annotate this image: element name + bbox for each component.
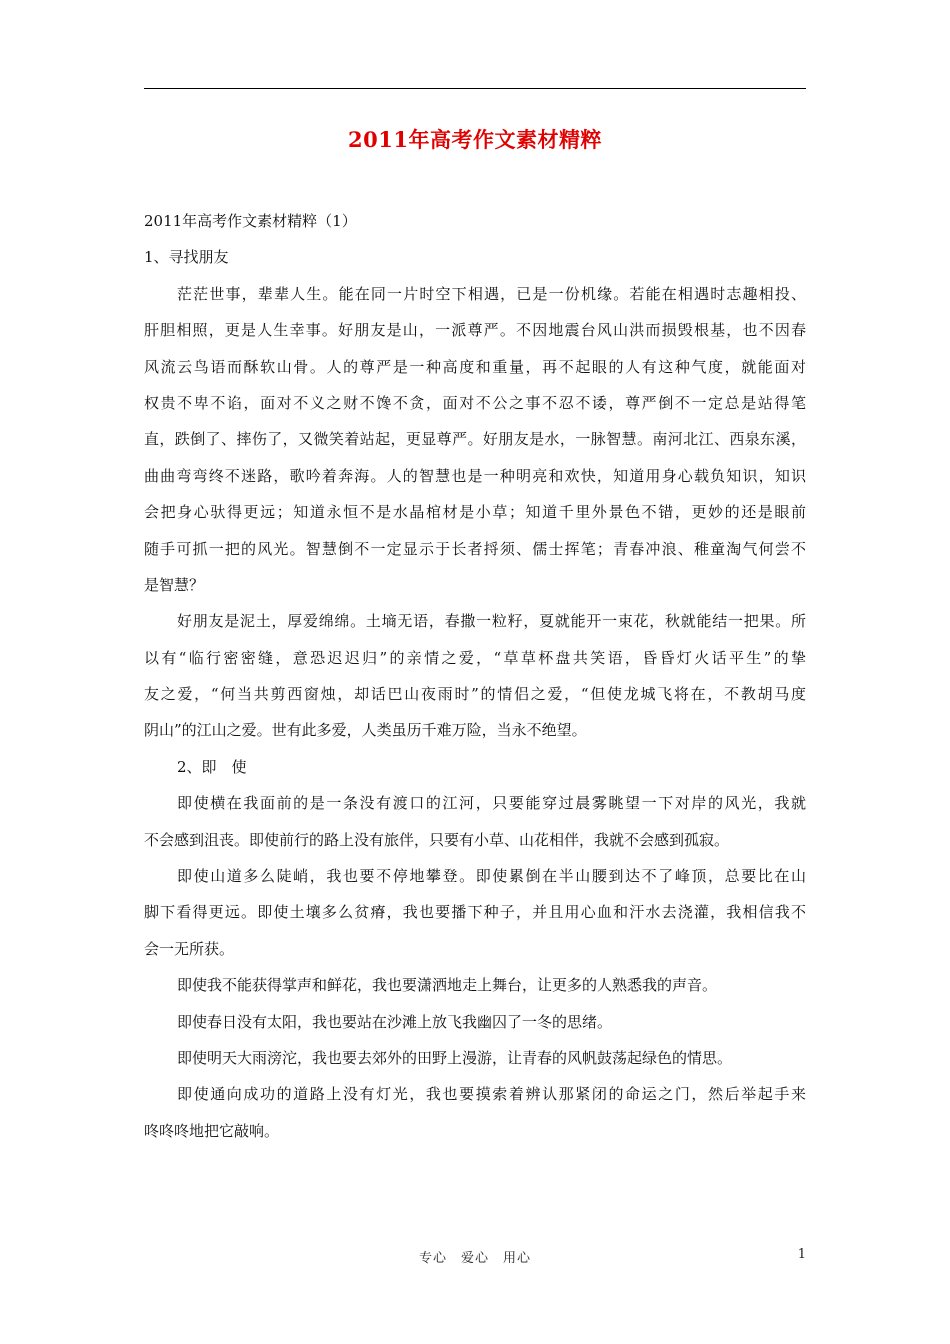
- section-heading: 1、寻找朋友: [144, 248, 229, 267]
- paragraph: [144, 1040, 806, 1076]
- paragraph-line: 阴山”的江山之爱。世有此多爱，人类虽历千难万险，当永不绝望。: [144, 721, 587, 740]
- paragraph-line: 茫茫世事，辈辈人生。能在同一片时空下相遇，已是一份机缘。若能在相遇时志趣相投、: [177, 284, 806, 303]
- paragraph: [144, 603, 806, 749]
- paragraph: [144, 967, 806, 1003]
- paragraph-line: 即使通向成功的道路上没有灯光，我也要摸索着辨认那紧闭的命运之门，然后举起手来: [177, 1085, 806, 1104]
- paragraph-line: 风流云鸟语而酥软山骨。人的尊严是一种高度和重量，再不起眼的人有这种气度，就能面对: [144, 357, 806, 376]
- paragraph-line: 会把身心驮得更远；知道永恒不是水晶棺材是小草；知道千里外景色不错，更妙的还是眼前: [144, 503, 806, 522]
- paragraph-line: 随手可抓一把的风光。智慧倒不一定显示于长者捋须、儒士挥笔；青春冲浪、稚童淘气何尝不: [144, 539, 806, 558]
- paragraph-line: 肝胆相照，更是人生幸事。好朋友是山，一派尊严。不因地震台风山洪而损毁根基，也不因春: [144, 321, 806, 340]
- paragraph-line: 即使横在我面前的是一条没有渡口的江河，只要能穿过晨雾眺望一下对岸的风光，我就: [177, 794, 806, 813]
- paragraph-line: 是智慧？: [144, 575, 205, 594]
- page-number: 1: [797, 1247, 806, 1262]
- paragraph-line: 以有“临行密密缝，意恐迟迟归”的亲情之爱，“草草杯盘共笑语，昏昏灯火话平生”的挚: [144, 648, 806, 667]
- paragraph-line: 即使山道多么陡峭，我也要不停地攀登。即使累倒在半山腰到达不了峰顶，总要比在山: [177, 867, 806, 886]
- paragraph-line: 会一无所获。: [144, 939, 235, 958]
- paragraph: [144, 785, 806, 858]
- subtitle: 2011年高考作文素材精粹（1）: [144, 212, 357, 230]
- paragraph-line: 即使我不能获得掌声和鲜花，我也要潇洒地走上舞台，让更多的人熟悉我的声音。: [177, 976, 718, 995]
- paragraph: [144, 276, 806, 604]
- paragraph-line: 曲曲弯弯终不迷路，歌吟着奔海。人的智慧也是一种明亮和欢快，知道用身心载负知识，知识: [144, 466, 806, 485]
- paragraph-line: 不会感到沮丧。即使前行的路上没有旅伴，只要有小草、山花相伴，我就不会感到孤寂。: [144, 830, 730, 849]
- paragraph-line: 好朋友是泥土，厚爱绵绵。土墒无语，春撒一粒籽，夏就能开一束花，秋就能结一把果。所: [177, 612, 806, 631]
- paragraph-line: 友之爱，“何当共剪西窗烛，却话巴山夜雨时”的情侣之爱，“但使龙城飞将在，不教胡马度: [144, 685, 806, 704]
- section-heading: 2、即 使: [177, 757, 247, 776]
- paragraph-line: 权贵不卑不谄，面对不义之财不馋不贪，面对不公之事不忍不诿，尊严倒不一定总是站得笔: [144, 393, 806, 412]
- footer-motto: 专心 爱心 用心: [418, 1251, 531, 1266]
- paragraph: [144, 858, 806, 967]
- document-title: 2011年高考作文素材精粹: [348, 127, 602, 152]
- paragraph: [144, 1004, 806, 1040]
- paragraph-line: 即使明天大雨滂沱，我也要去郊外的田野上漫游，让青春的风帆鼓荡起绿色的情思。: [177, 1048, 733, 1067]
- paragraph-line: 咚咚咚地把它敲响。: [144, 1121, 280, 1140]
- document-body: [144, 203, 806, 1149]
- paragraph-line: 脚下看得更远。即使土壤多么贫瘠，我也要播下种子，并且用心血和汗水去浇灌，我相信我不: [144, 903, 806, 922]
- paragraph-line: 即使春日没有太阳，我也要站在沙滩上放飞我幽囚了一冬的思绪。: [177, 1012, 613, 1031]
- paragraph-line: 直，跌倒了、摔伤了，又微笑着站起，更显尊严。好朋友是水，一脉智慧。南河北江、西泉东溪，: [144, 430, 806, 449]
- header-rule: [144, 88, 806, 89]
- paragraph: [144, 1076, 806, 1149]
